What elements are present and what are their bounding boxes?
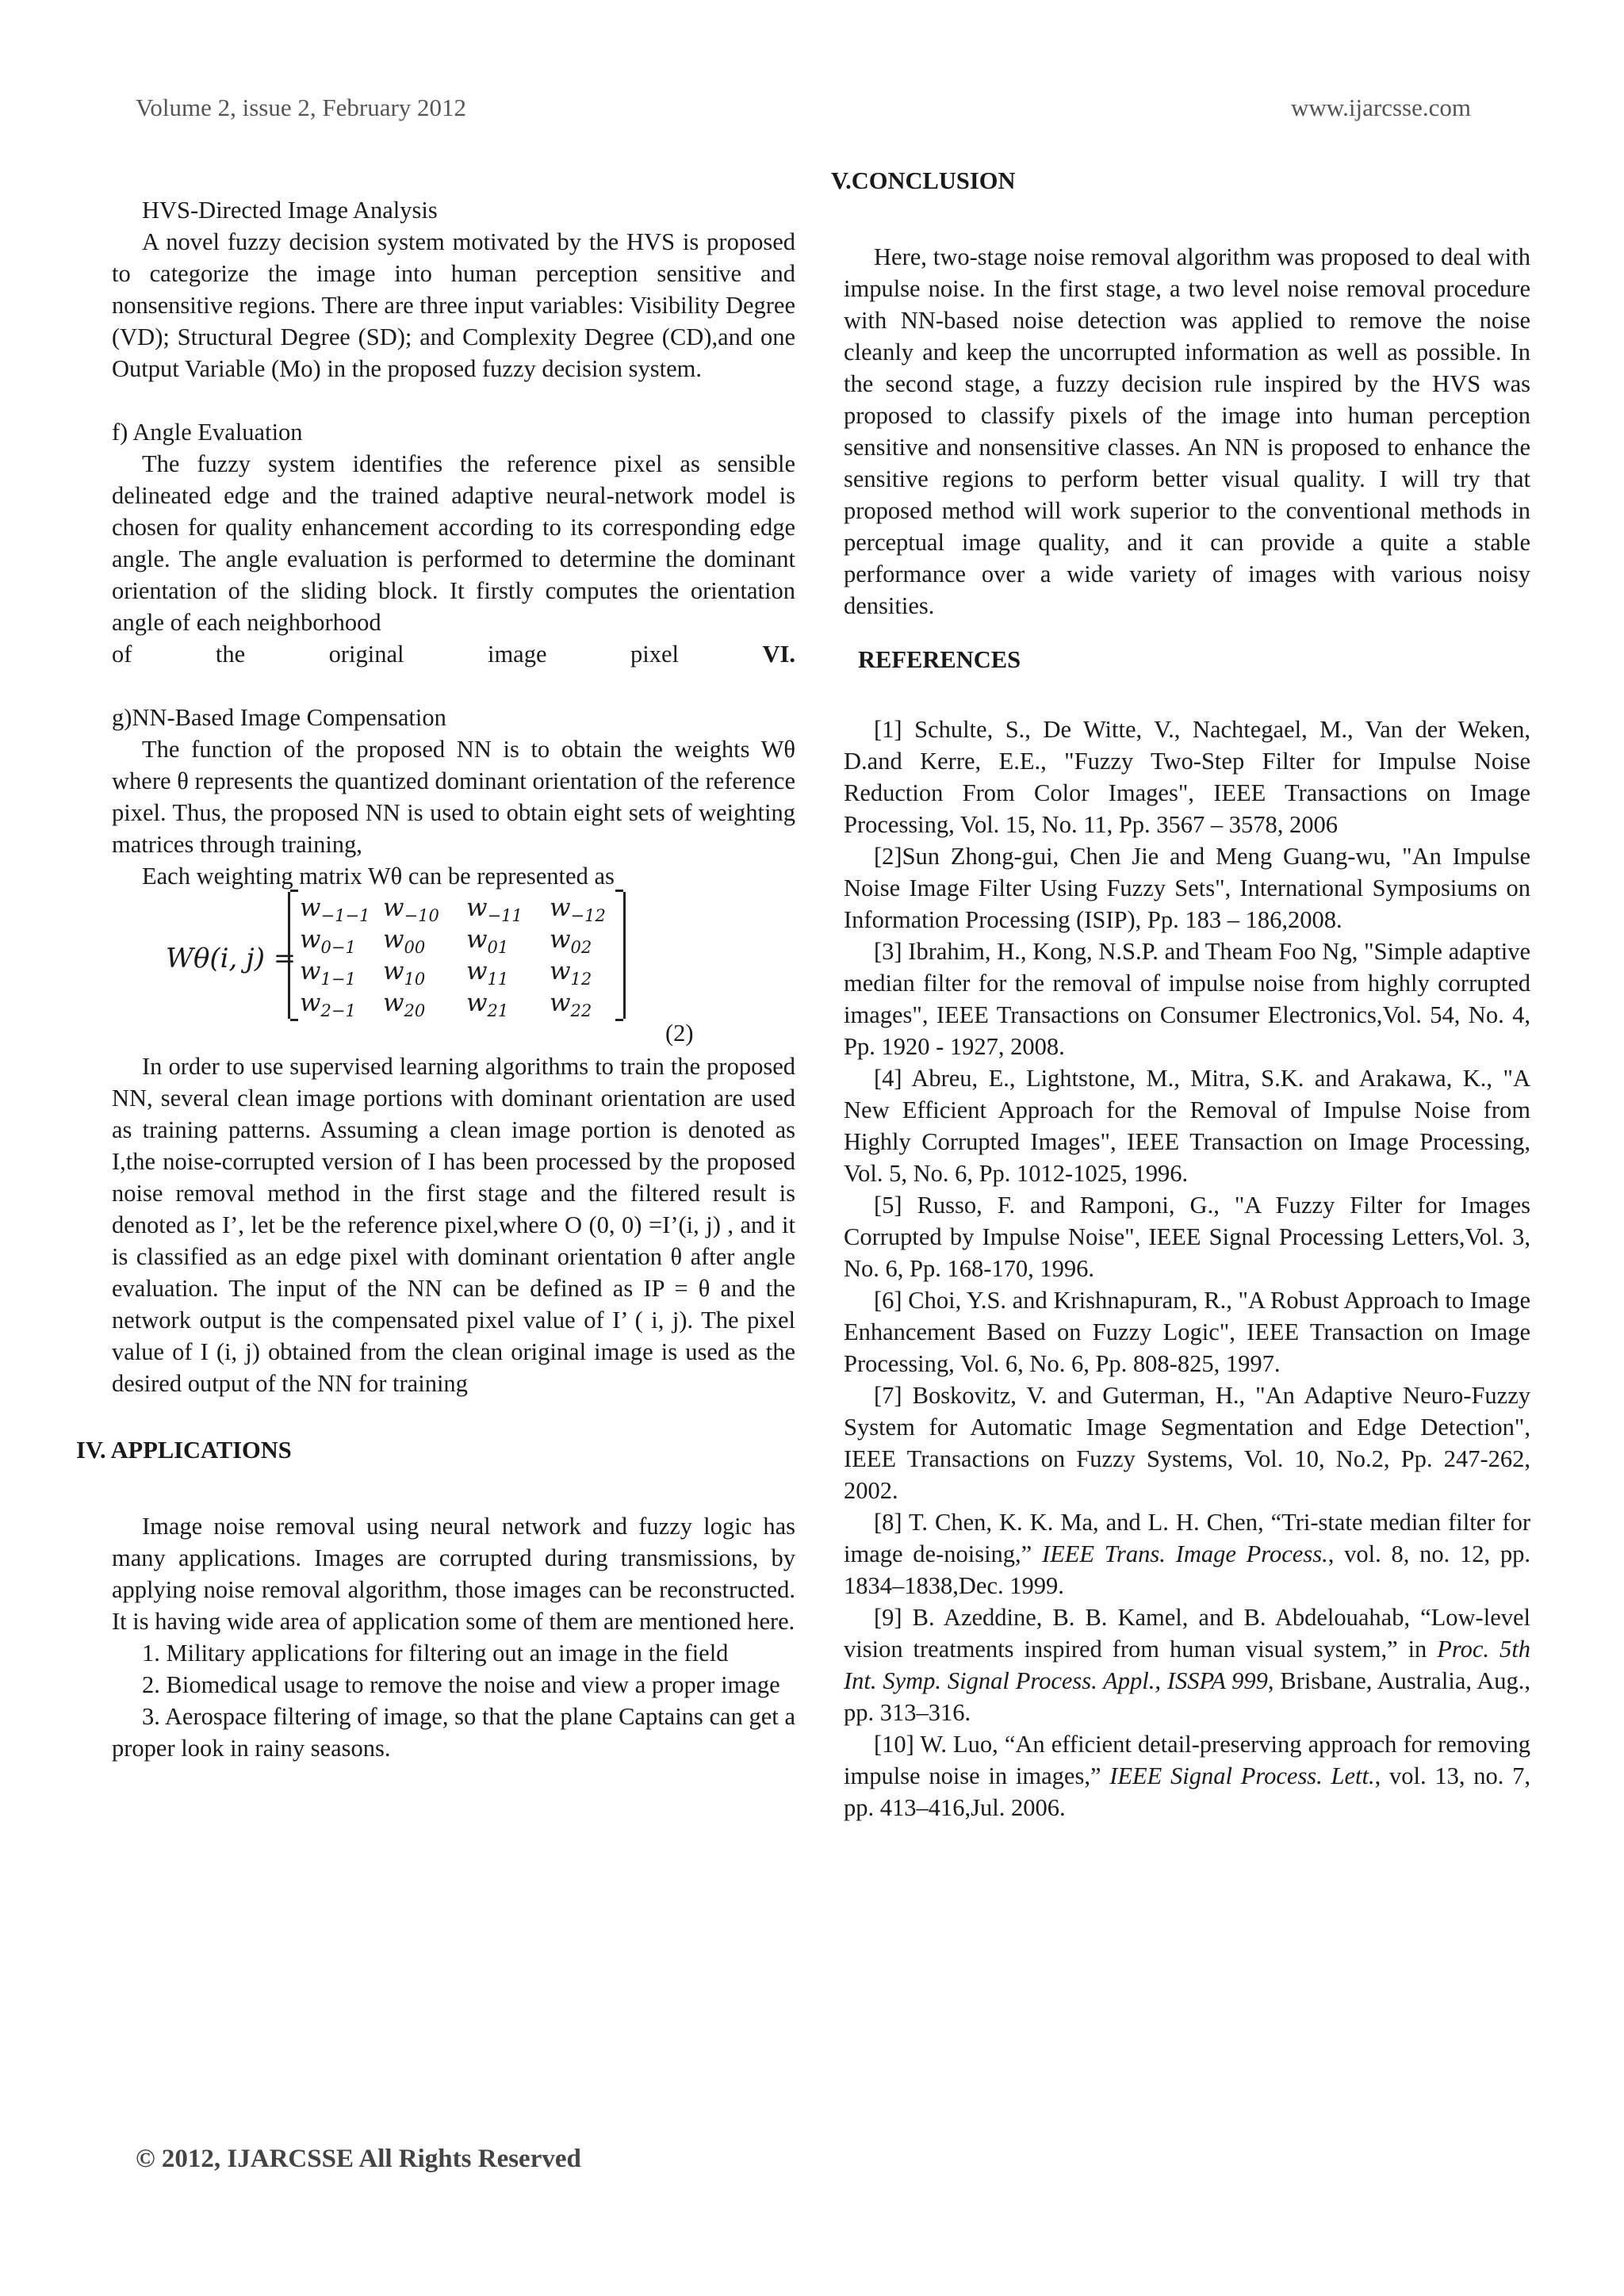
references-heading: REFERENCES <box>858 646 1021 673</box>
equation-lhs: Wθ(i, j) = <box>166 943 297 974</box>
matrix-cell: $w_{22}$ <box>550 989 592 1021</box>
reference-item <box>844 1728 1530 1823</box>
equation-number: (2) <box>665 1020 694 1047</box>
training-paragraph: In order to use supervised learning algorithms to train the proposed NN, several clean image portions with dominant orientation are used as training patterns. Assuming a clean image portion is denoted as I,the noise-corrupted version of I has been processed by the proposed noise removal method in the first stage and the filtered result is denoted as I’, let be the reference pixel,where O (0, 0) =I’(i, j) , and it is classified as an edge pixel with dominant orientation θ after angle evaluation. The input of the NN can be defined as IP = θ and the network output is the compensated pixel value of I’ ( i, j). The pixel value of I (i, j) obtained from the clean original image is used as the desired output of the NN for training <box>112 1053 795 1397</box>
matrix-cell: $w_{1-1}$ <box>300 957 356 989</box>
conclusion-paragraph: Here, two-stage noise removal algorithm was proposed to deal with impulse noise. In the first stage, a two level noise removal procedure with NN-based noise detection was applied to remove the noise cleanly and keep the uncorrupted information as well as possible. In the second stage, a fuzzy decision rule inspired by the HVS was proposed to classify pixels of the image into human perception sensitive and nonsensitive classes. An NN is proposed to enhance the sensitive regions to perform better visual quality. I will try that proposed method will work superior to the conventional methods in perceptual image quality, and it can provide a quite a stable performance over a wide variety of images with various noisy densities. <box>844 243 1530 619</box>
matrix-row <box>290 987 623 1019</box>
hvs-paragraph: A novel fuzzy decision system motivated by the HVS is proposed to categorize the image into human perception sensitive and nonsensitive regions. There are three input variables: Visibility Degree (VD); Structural Degree (SD); and Complexity Degree (CD),and one Output Variable (Mo) in the proposed fuzzy decision system. <box>112 228 795 382</box>
angle-evaluation-last-line <box>112 638 795 670</box>
matrix-cell: $w_{2-1}$ <box>300 989 356 1021</box>
ref10-details: , vol. 13, no. 7, pp. 413–416,Jul. 2006. <box>844 1762 1530 1821</box>
ref10-text: [10] W. Luo, “An efficient detail-preserving approach for removing impulse noise in images,” <box>844 1731 1530 1789</box>
reference-item: [2]Sun Zhong-gui, Chen Jie and Meng Guang-wu, "An Impulse Noise Image Filter Using Fuzzy Sets", International Symposiums on Information Processing (ISIP), Pp. 183 – 186,2008. <box>844 843 1530 933</box>
application-item: 1. Military applications for filtering out an image in the field <box>142 1640 729 1667</box>
matrix-cell: $w_{12}$ <box>550 957 592 989</box>
matrix-cell: $w_{00}$ <box>383 925 426 958</box>
matrix-bracket <box>288 892 626 1019</box>
ref9-proceedings: Proc. 5th Int. Symp. Signal Process. Appl., ISSPA 999 <box>844 1636 1530 1694</box>
matrix-cell: $w_{02}$ <box>550 925 592 958</box>
matrix-row <box>290 924 623 958</box>
right-column <box>831 165 1530 1823</box>
applications-heading: IV. APPLICATIONS <box>76 1437 292 1464</box>
ref10-journal: IEEE Signal Process. Lett. <box>1109 1762 1375 1789</box>
matrix-cell: $w_{0-1}$ <box>300 925 356 958</box>
reference-item: [5] Russo, F. and Ramponi, G., "A Fuzzy Filter for Images Corrupted by Impulse Noise", IEEE Signal Processing Letters,Vol. 3, No. 6, Pp. 168-170, 1996. <box>844 1192 1530 1282</box>
matrix-cell: $w_{20}$ <box>383 989 426 1021</box>
reference-item <box>844 1601 1530 1728</box>
reference-item <box>844 1506 1530 1601</box>
applications-paragraph: Image noise removal using neural network and fuzzy logic has many applications. Images are corrupted during transmissions, by applying noise removal algorithm, those images can be reconstructed. It is having wide area of application some of them are mentioned here. <box>112 1513 795 1635</box>
matrix-cell: $w_{-11}$ <box>466 894 523 926</box>
application-item: 2. Biomedical usage to remove the noise and view a proper image <box>142 1671 780 1698</box>
stray-section-number: VI. <box>762 641 795 668</box>
ref9-details: , Brisbane, Australia, Aug., pp. 313–316. <box>844 1667 1530 1726</box>
left-column <box>76 194 795 1764</box>
nn-compensation-title: g)NN-Based Image Compensation <box>112 704 446 731</box>
angle-evaluation-paragraph: The fuzzy system identifies the reference pixel as sensible delineated edge and the trained adaptive neural-network model is chosen for quality enhancement according to its corresponding edge angle. The angle evaluation is performed to determine the dominant orientation of the sliding block. It firstly computes the orientation angle of each neighborhood <box>112 450 795 636</box>
weighting-matrix-intro: Each weighting matrix Wθ can be represented as <box>142 863 615 890</box>
reference-item: [7] Boskovitz, V. and Guterman, H., "An Adaptive Neuro-Fuzzy System for Automatic Image Segmentation and Edge Detection", IEEE Transactions on Fuzzy Systems, Vol. 10, No.2, Pp. 247-262, 2002. <box>844 1382 1530 1504</box>
running-header-website: www.ijarcsse.com <box>1291 94 1471 121</box>
matrix-cell: $w_{01}$ <box>466 925 509 958</box>
angle-evaluation-title: f) Angle Evaluation <box>112 419 303 446</box>
ref8-journal: IEEE Trans. Image Process. <box>1041 1540 1328 1567</box>
ref8-details: , vol. 8, no. 12, pp. 1834–1838,Dec. 1999. <box>844 1540 1530 1599</box>
running-header-volume: Volume 2, issue 2, February 2012 <box>136 94 467 121</box>
reference-item: [1] Schulte, S., De Witte, V., Nachtegael, M., Van der Weken, D.and Kerre, E.E., "Fuzzy Two-Step Filter for Impulse Noise Reduction From Color Images", IEEE Transactions on Image Processing, Vol. 15, No. 11, Pp. 3567 – 3578, 2006 <box>844 716 1530 838</box>
equation-weighting-matrix <box>112 892 795 1050</box>
matrix-cell: $w_{-1-1}$ <box>300 894 370 926</box>
ref9-text: [9] B. Azeddine, B. B. Kamel, and B. Abdelouahab, “Low-level vision treatments inspired from human visual system,” in <box>844 1604 1530 1663</box>
matrix-cell: $w_{-10}$ <box>383 894 439 926</box>
matrix-cell: $w_{-12}$ <box>550 894 606 926</box>
matrix-cell: $w_{11}$ <box>466 957 509 989</box>
copyright-footer: © 2012, IJARCSSE All Rights Reserved <box>136 2145 581 2173</box>
angle-last-text: of the original image pixel <box>112 641 679 668</box>
matrix-row <box>290 892 623 924</box>
conclusion-heading: V.CONCLUSION <box>831 167 1016 194</box>
nn-compensation-paragraph: The function of the proposed NN is to obtain the weights Wθ where θ represents the quantized dominant orientation of the reference pixel. Thus, the proposed NN is used to obtain eight sets of weighting matrices through training, <box>112 736 795 858</box>
hvs-subsection-title: HVS-Directed Image Analysis <box>142 197 438 224</box>
matrix-row <box>290 955 623 987</box>
reference-item: [3] Ibrahim, H., Kong, N.S.P. and Theam Foo Ng, "Simple adaptive median filter for the removal of impulse noise from highly corrupted images", IEEE Transactions on Consumer Electronics,Vol. 54, No. 4, Pp. 1920 - 1927, 2008. <box>844 938 1530 1060</box>
reference-item: [6] Choi, Y.S. and Krishnapuram, R., "A Robust Approach to Image Enhancement Based on Fuzzy Logic", IEEE Transaction on Image Processing, Vol. 6, No. 6, Pp. 808-825, 1997. <box>844 1287 1530 1377</box>
reference-item: [4] Abreu, E., Lightstone, M., Mitra, S.K. and Arakawa, K., "A New Efficient Approach for the Removal of Impulse Noise from Highly Corrupted Images", IEEE Transaction on Image Processing, Vol. 5, No. 6, Pp. 1012-1025, 1996. <box>844 1065 1530 1187</box>
ref8-text: [8] T. Chen, K. K. Ma, and L. H. Chen, “Tri-state median filter for image de-noising,” <box>844 1509 1530 1567</box>
matrix-cell: $w_{21}$ <box>466 989 509 1021</box>
application-item: 3. Aerospace filtering of image, so that the plane Captains can get a proper look in rainy seasons. <box>112 1703 795 1762</box>
matrix-cell: $w_{10}$ <box>383 957 426 989</box>
